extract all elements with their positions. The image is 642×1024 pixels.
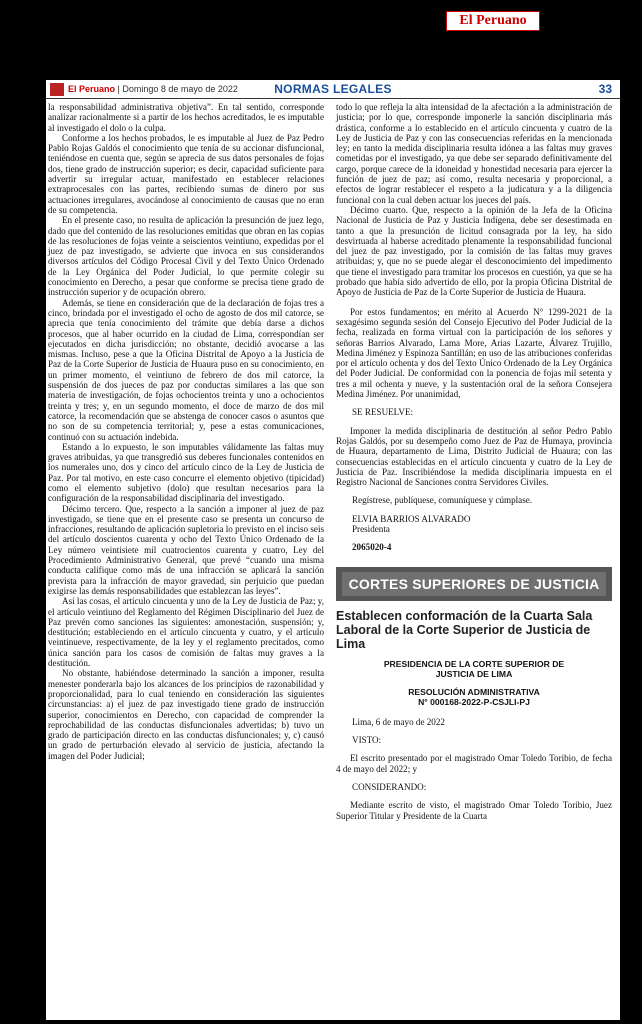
publication-code: 2065020-4 [352, 542, 392, 553]
visto-label: VISTO: [352, 735, 382, 746]
section-band [336, 567, 612, 601]
resolve-label: SE RESUELVE: [352, 407, 414, 418]
issuer-line: JUSTICIA DE LIMA [435, 668, 513, 679]
paragraph: la responsabilidad administrativa objetiva”. En tal sentido, corresponde analizar racionalmente si a partir de los hechos acreditados, le es imputable al investigado el dolo o la culpa. [48, 102, 324, 133]
right-column [336, 102, 612, 821]
paragraph: Décimo cuarto. Que, respecto a la opinión de la Jefa de la Oficina Nacional de Justicia de Paz y Justicia Indígena, debe ser desestimada en tanto a que la presunción de licitud consagrada por la ley, ha sido desvirtuada al haberse acreditado plenamente la responsabilidad funcional del juez de paz investigado, por la comisión de las faltas muy graves atribuidas; y, que no se puede alegar el desconocimiento del impedimento que tiene el investigado para tramitar los procesos en cuestión, ya que se ha probado que había sido advertido de ello, por la propia Oficina Distrital de Apoyo de Justicia de Paz de la Corte Superior de Justicia de Huaura. [336, 204, 612, 298]
page-number: 33 [598, 82, 612, 96]
paragraph: Mediante escrito de visto, el magistrado Omar Toledo Toribio, Juez Superior Titular y Presidente de la Cuarta [336, 800, 612, 821]
paragraph: El escrito presentado por el magistrado Omar Toledo Toribio, de fecha 4 de mayo del 2022; y [336, 753, 612, 774]
resolution-number: N° 000168-2022-P-CSJLI-PJ [418, 697, 530, 708]
issue-date: Domingo 8 de mayo de 2022 [122, 84, 238, 94]
paragraph: Conforme a los hechos probados, le es imputable al Juez de Paz Pedro Pablo Rojas Galdós el conocimiento que tenía de su accionar disfuncional, teniéndose en cuenta que, según se aprecia de sus datos personales de fojas dos, tiene grado de instrucción superior; es decir, capacidad suficiente para advertir su irregular actuar, manifestado en establecer relaciones extraprocesales con las partes, recibiendo sumas de dinero por sus actuaciones irregulares, avocándose al conocimiento de causas que no eran de su competencia. [48, 132, 324, 215]
issuer-line: PRESIDENCIA DE LA CORTE SUPERIOR DE [383, 658, 565, 669]
el-peruano-logo: El Peruano [446, 11, 540, 31]
paragraph: Décimo tercero. Que, respecto a la sanción a imponer al juez de paz investigado, se tiene que en el presente caso se presenta un concurso de infracciones, resultando de aplicación supletoria lo previsto en el inciso seis del artículo doscientos cuarenta y ocho del Texto Único Ordenado de la Ley número veintisiete mil cuatrocientos cuarenta y cuatro, Ley del Procedimiento Administrativo General, que prevé “cuando una misma conducta califique como más de una infracción se aplicará la sanción prevista para la infracción de mayor gravedad, sin perjuicio que puedan exigirse las demás responsabilidades que establezcan las leyes”. [48, 503, 325, 596]
resolution-title: RESOLUCIÓN ADMINISTRATIVA [408, 687, 540, 698]
signer-title: Presidenta [352, 523, 390, 534]
signer-name: ELVIA BARRIOS ALVARADO [352, 513, 471, 524]
article-headline: Establecen conformación de la Cuarta Sala Laboral de la Corte Superior de Justicia de Lima [336, 608, 593, 651]
running-head-left: El Peruano | Domingo 8 de mayo de 2022 [68, 84, 238, 94]
paragraph: todo lo que refleja la alta intensidad de la afectación a la administración de justicia; por lo que, corresponde imponerle la sanción disciplinaria más drástica, conforme a lo establecido en el artículo cincuenta y cuatro de la Ley de Justicia de Paz y con las consecuencias referidas en la mencionada ley; en tanto la medida disciplinaria resulta idónea a las faltas muy graves cometidas por el investigado, ya que debe ser separado definitivamente del cargo, porque carece de la idoneidad y honestidad necesaria para ejercer la función de juez de paz; así como, resulta necesaria y proporcional, a efectos de lograr restablecer el respeto a la judicatura y a la diligencia funcional con la cual deben actuar los jueces del país. [336, 102, 612, 205]
paragraph: Por estos fundamentos; en mérito al Acuerdo N° 1299-2021 de la sexagésimo segunda sesión del Consejo Ejecutivo del Poder Judicial de la fecha, realizada en forma virtual con la participación de los señores y señoras Barrios Alvarado, Lama More, Arias Lazarte, Álvarez Trujillo, Medina Jiménez y Espinoza Santillán; en uso de las atribuciones conferidas por el artículo ochenta y dos del Texto Único Ordenado de la Ley Orgánica del Poder Judicial. De conformidad con la ponencia de fojas mil setenta y tres a mil ochenta y nueve, y la sustentación oral de la señora Consejera Medina Jiménez. Por unanimidad, [336, 306, 612, 400]
newspaper-name: El Peruano [68, 84, 116, 94]
paragraph: Además, se tiene en consideración que de la declaración de fojas tres a cinco, brindada por el investigado el ocho de agosto de dos mil catorce, se aprecia que tenía conocimiento del trámite que debía darse a dichos procesos, que al haber ocurrido en la ciudad de Lima, correspondían ser ejecutados en dicha jurisdicción; no obstante, decidió avocarse a las mismas. Incluso, pese a que la Oficina Distrital de Apoyo a la Justicia de Paz de la Corte Superior de Justicia de Huaura puso en su conocimiento, en un primer momento, el veintiuno de febrero de dos mil catorce, la suspensión de dos jueces de paz por conductas similares a las que son materia de investigación, de fojas ochocientos treinta y uno a ochocientos treinta y tres; y, en un segundo momento, el doce de marzo de dos mil catorce, la recomendación que se abstenga de conocer casos o asuntos que no son de su competencia territorial; y, pese a estas comunicaciones, continuó con su actuación indebida. [48, 297, 324, 442]
paragraph: Imponer la medida disciplinaria de destitución al señor Pedro Pablo Rojas Galdós, por su desempeño como Juez de Paz de Humaya, provincia de Huaura, departamento de Lima, Distrito Judicial de Huaura; con las consecuencias establecidas en el artículo cincuenta y cuatro de la Ley de Justicia de Paz. Inscribiéndose la medida disciplinaria impuesta en el Registro Nacional de Sanciones contra Servidores Civiles. [336, 425, 612, 488]
paragraph: Estando a lo expuesto, le son imputables válidamente las faltas muy graves atribuidas, ya que transgredió sus deberes funcionales contenidos en los numerales uno, dos y cinco del artículo cinco de la Ley de Justicia de Paz. Por tal motivo, en este caso concurre el elemento objetivo (tipicidad) como el elemento subjetivo (dolo) que resultan necesarios para la configuración de la responsabilidad disciplinaria del investigado. [48, 441, 324, 504]
paragraph: En el presente caso, no resulta de aplicación la presunción de juez lego, dado que del contenido de las resoluciones emitidas que obran en las copias de las resoluciones de fojas veinte a seiscientos veintiuno, expedidas por el juez de paz investigado, se advierte que invoca en sus considerandos diversos artículos del Código Procesal Civil y del Texto Único Ordenado de la Ley Orgánica del Poder Judicial, lo que permite colegir su conocimiento en Derecho, a pesar que conforme se precisa tiene grado de instrucción superior y de ocupación obrero. [48, 215, 324, 298]
section-band-label: CORTES SUPERIORES DE JUSTICIA [342, 572, 606, 596]
section-title: NORMAS LEGALES [274, 82, 392, 96]
considerando-label: CONSIDERANDO: [352, 781, 427, 792]
newspaper-page [46, 4, 620, 1020]
paragraph: Así las cosas, el artículo cincuenta y uno de la Ley de Justicia de Paz; y, el artículo veintiuno del Reglamento del Régimen Disciplinario del Juez de Paz prevén como sanciones las siguientes: amonestación, suspensión; y, destitución; estableciendo en el artículo cincuenta y cuatro, y el artículo veintinueve, respectivamente, de la ley y el reglamento precitados, como única sanción para los casos de comisión de faltas muy graves a la destitución. [48, 596, 324, 669]
place-date: Lima, 6 de mayo de 2022 [352, 716, 445, 727]
closing-formula: Regístrese, publíquese, comuníquese y cúmplase. [352, 495, 533, 506]
paragraph: No obstante, habiéndose determinado la sanción a imponer, resulta menester ponderarla bajo los alcances de los principios de razonabilidad y proporcionalidad, para lo cual teniendo en consideración las siguientes circunstancias: a) el juez de paz investigado tiene grado de instrucción superior, conocimientos en Derecho, con capacidad de comprender la reprochabilidad de las conductas disfuncionales advertidas; b) tuvo un grado de participación directo en las conductas disfuncionales; y, c) causó un grado de perturbación elevado al servicio de justicia, afectando la imagen del Poder Judicial; [48, 668, 324, 761]
left-column [48, 102, 324, 761]
running-head [46, 82, 620, 99]
masthead-band [46, 4, 620, 80]
